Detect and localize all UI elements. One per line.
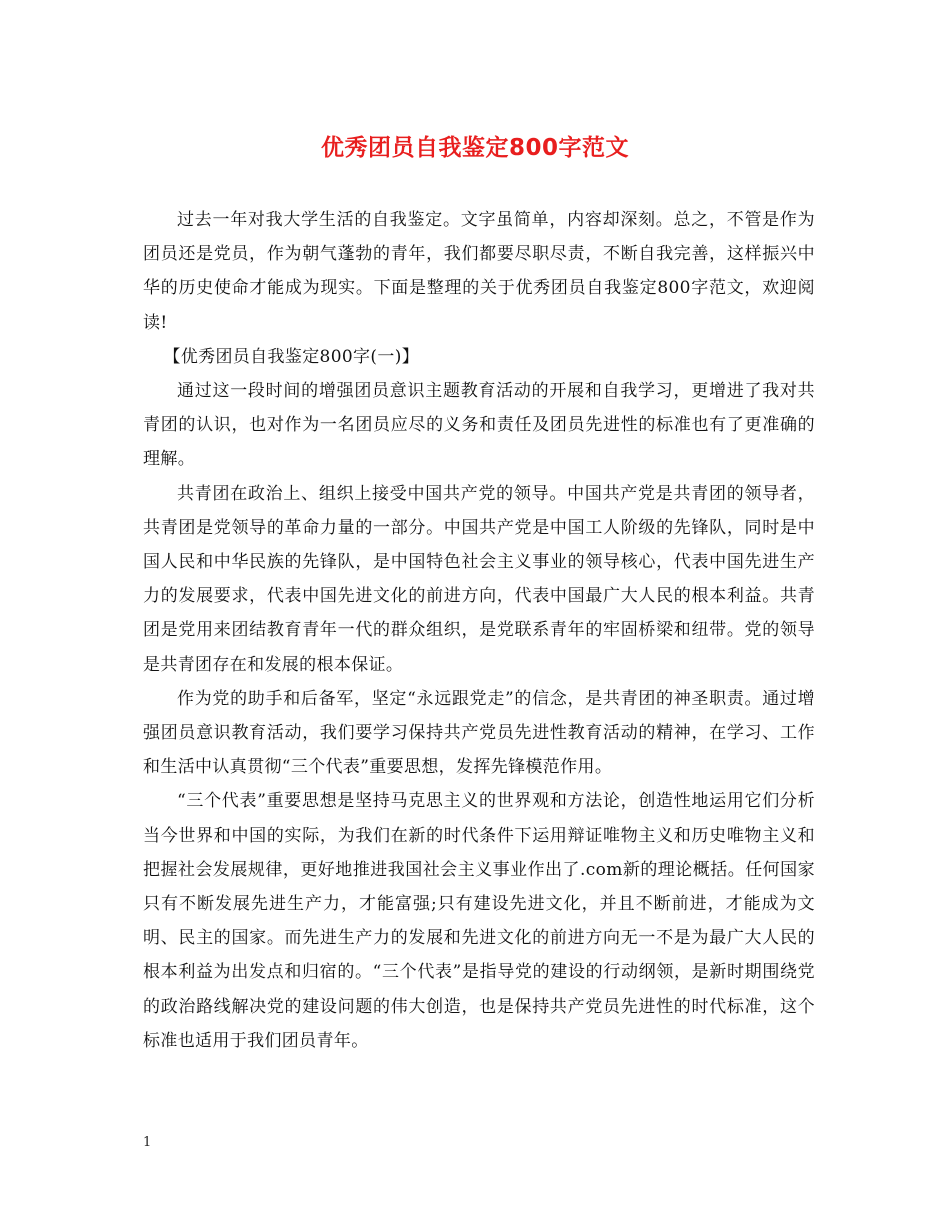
body-paragraph: 共青团在政治上、组织上接受中国共产党的领导。中国共产党是共青团的领导者，共青团是党领导的革命力量的一部分。中国共产党是中国工人阶级的先锋队，同时是中国人民和中华民族的先锋队，是中国特色社会主义事业的领导核心，代表中国先进生产力的发展要求，代表中国先进文化的前进方向，代表中国最广大人民的根本利益。共青团是党用来团结教育青年一代的群众组织，是党联系青年的牢固桥梁和纽带。党的领导是共青团存在和发展的根本保证。 — [143, 483, 815, 675]
section-heading: 【优秀团员自我鉴定800字(一)】 — [163, 346, 420, 367]
document-body — [143, 203, 815, 1058]
document-title: 优秀团员自我鉴定800字范文 — [320, 135, 629, 161]
body-paragraph: “三个代表”重要思想是坚持马克思主义的世界观和方法论，创造性地运用它们分析当今世界和中国的实际，为我们在新的时代条件下运用辩证唯物主义和历史唯物主义和把握社会发展规律，更好地推进我国社会主义事业作出了.com新的理论概括。任何国家只有不断发展先进生产力，才能富强;只有建设先进文化，并且不断前进，才能成为文明、民主的国家。而先进生产力的发展和先进文化的前进方向无一不是为最广大人民的根本利益为出发点和归宿的。“三个代表”是指导党的建设的行动纲领，是新时期围绕党的政治路线解决党的建设问题的伟大创造，也是保持共产党员先进性的时代标准，这个标准也适用于我们团员青年。 — [143, 791, 815, 1051]
body-paragraph: 作为党的助手和后备军，坚定“永远跟党走”的信念，是共青团的神圣职责。通过增强团员意识教育活动，我们要学习保持共产党员先进性教育活动的精神，在学习、工作和生活中认真贯彻“三个代表”重要思想，发挥先锋模范作用。 — [143, 688, 815, 778]
intro-paragraph: 过去一年对我大学生活的自我鉴定。文字虽简单，内容却深刻。总之，不管是作为团员还是党员，作为朝气蓬勃的青年，我们都要尽职尽责，不断自我完善，这样振兴中华的历史使命才能成为现实。下面是整理的关于优秀团员自我鉴定800字范文，欢迎阅读! — [143, 210, 815, 333]
page-number: 1 — [143, 1135, 152, 1150]
body-paragraph: 通过这一段时间的增强团员意识主题教育活动的开展和自我学习，更增进了我对共青团的认识，也对作为一名团员应尽的义务和责任及团员先进性的标准也有了更准确的理解。 — [143, 381, 815, 470]
